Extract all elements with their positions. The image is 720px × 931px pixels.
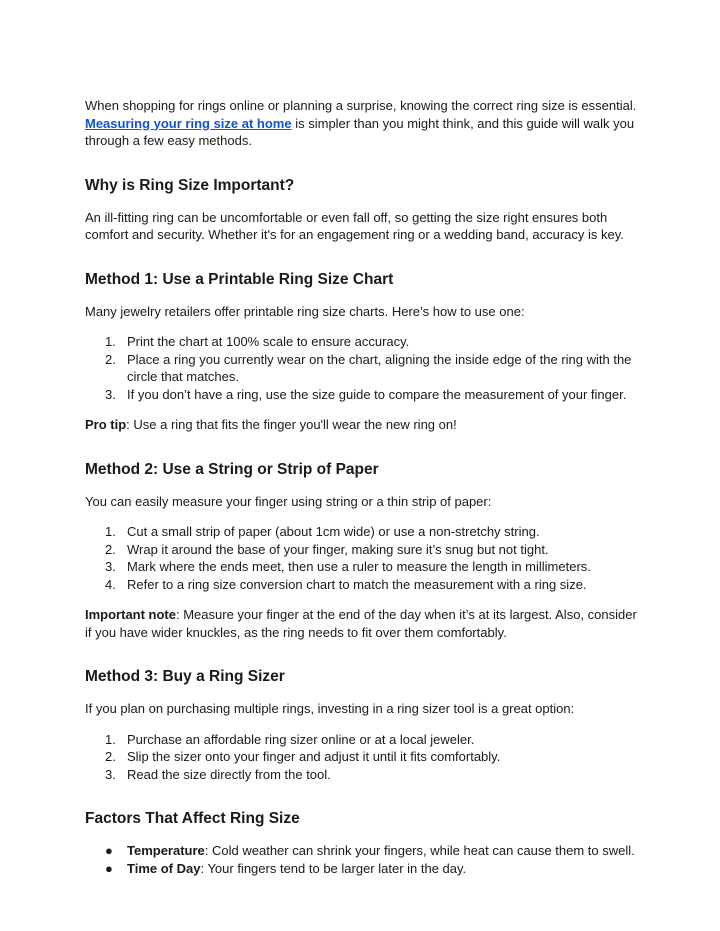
factors-list <box>85 842 645 877</box>
list-item <box>85 523 645 541</box>
list-item <box>85 558 645 576</box>
pro-tip-label: Pro tip <box>85 417 127 432</box>
factor-label: Temperature <box>127 843 205 858</box>
heading-why: Why is Ring Size Important? <box>85 176 295 194</box>
list-marker: 1. <box>105 524 116 539</box>
step-text: Slip the sizer onto your finger and adjust it until it fits comfortably. <box>127 749 501 764</box>
intro-rest: is simpler than you might think, and this guide will walk you through a few easy methods. <box>85 115 635 148</box>
step-text: Wrap it around the base of your finger, making sure it’s snug but not tight. <box>127 541 549 557</box>
factor-text: : Your fingers tend to be larger later in the day. <box>200 860 467 876</box>
measuring-ring-size-link[interactable]: Measuring your ring size at home <box>85 115 292 131</box>
list-marker: 3. <box>105 766 116 782</box>
why-paragraph: An ill-fitting ring can be uncomfortable or even fall off, so getting the size right ensures both comfort and security. Whether it's for an engagement ring or a wedding band, accuracy is key. <box>85 209 624 242</box>
document-content <box>85 97 645 877</box>
method1-intro: Many jewelry retailers offer printable ring size charts. Here’s how to use one: <box>85 303 525 319</box>
list-marker: 3. <box>105 559 116 574</box>
important-note <box>85 606 645 641</box>
heading-method-2: Method 2: Use a String or Strip of Paper <box>85 460 379 478</box>
intro-line1: When shopping for rings online or planning a surprise, knowing the correct ring size is essential. <box>85 98 637 113</box>
list-item <box>85 576 645 594</box>
step-text: Cut a small strip of paper (about 1cm wide) or use a non-stretchy string. <box>127 524 540 539</box>
method1-steps <box>85 333 645 403</box>
list-marker: 2. <box>105 749 116 764</box>
list-item <box>85 351 645 386</box>
step-text: Refer to a ring size conversion chart to match the measurement with a ring size. <box>127 576 587 592</box>
important-note-text: : Measure your finger at the end of the day when it’s at its largest. Also, consider if you have wider knuckles, as the ring needs to fit over them comfortably. <box>85 607 637 640</box>
method2-steps <box>85 523 645 593</box>
intro-paragraph <box>85 97 645 150</box>
list-item <box>85 333 645 351</box>
list-item <box>85 386 645 404</box>
pro-tip <box>85 416 645 434</box>
method3-steps <box>85 731 645 784</box>
list-item <box>85 766 645 784</box>
method2-intro: You can easily measure your finger using string or a thin strip of paper: <box>85 493 492 509</box>
step-text: Print the chart at 100% scale to ensure accuracy. <box>127 334 410 349</box>
pro-tip-text: : Use a ring that fits the finger you'll wear the new ring on! <box>126 417 457 432</box>
heading-method-3: Method 3: Buy a Ring Sizer <box>85 668 285 685</box>
list-item <box>85 842 645 860</box>
step-text: Mark where the ends meet, then use a ruler to measure the length in millimeters. <box>127 559 591 574</box>
list-marker: 4. <box>105 576 116 592</box>
list-item <box>85 541 645 559</box>
factor-text: : Cold weather can shrink your fingers, while heat can cause them to swell. <box>204 843 635 858</box>
list-item <box>85 748 645 766</box>
bullet-marker: ● <box>105 860 113 876</box>
list-marker: 2. <box>105 351 116 367</box>
list-marker: 1. <box>105 334 116 349</box>
list-item <box>85 860 645 878</box>
important-note-label: Important note <box>85 607 176 622</box>
step-text: If you don’t have a ring, use the size guide to compare the measurement of your finger. <box>127 386 627 402</box>
heading-factors: Factors That Affect Ring Size <box>85 810 300 827</box>
method3-intro: If you plan on purchasing multiple rings, investing in a ring sizer tool is a great option: <box>85 701 575 716</box>
step-text: Purchase an affordable ring sizer online or at a local jeweler. <box>127 731 475 747</box>
bullet-marker: ● <box>105 843 113 858</box>
list-marker: 2. <box>105 541 116 557</box>
step-text: Read the size directly from the tool. <box>127 766 331 782</box>
list-marker: 1. <box>105 731 116 747</box>
step-text: Place a ring you currently wear on the chart, aligning the inside edge of the ring with the circle that matches. <box>127 351 632 384</box>
heading-method-1: Method 1: Use a Printable Ring Size Chart <box>85 270 394 288</box>
factor-label: Time of Day <box>127 860 201 876</box>
list-marker: 3. <box>105 386 116 402</box>
list-item <box>85 731 645 749</box>
